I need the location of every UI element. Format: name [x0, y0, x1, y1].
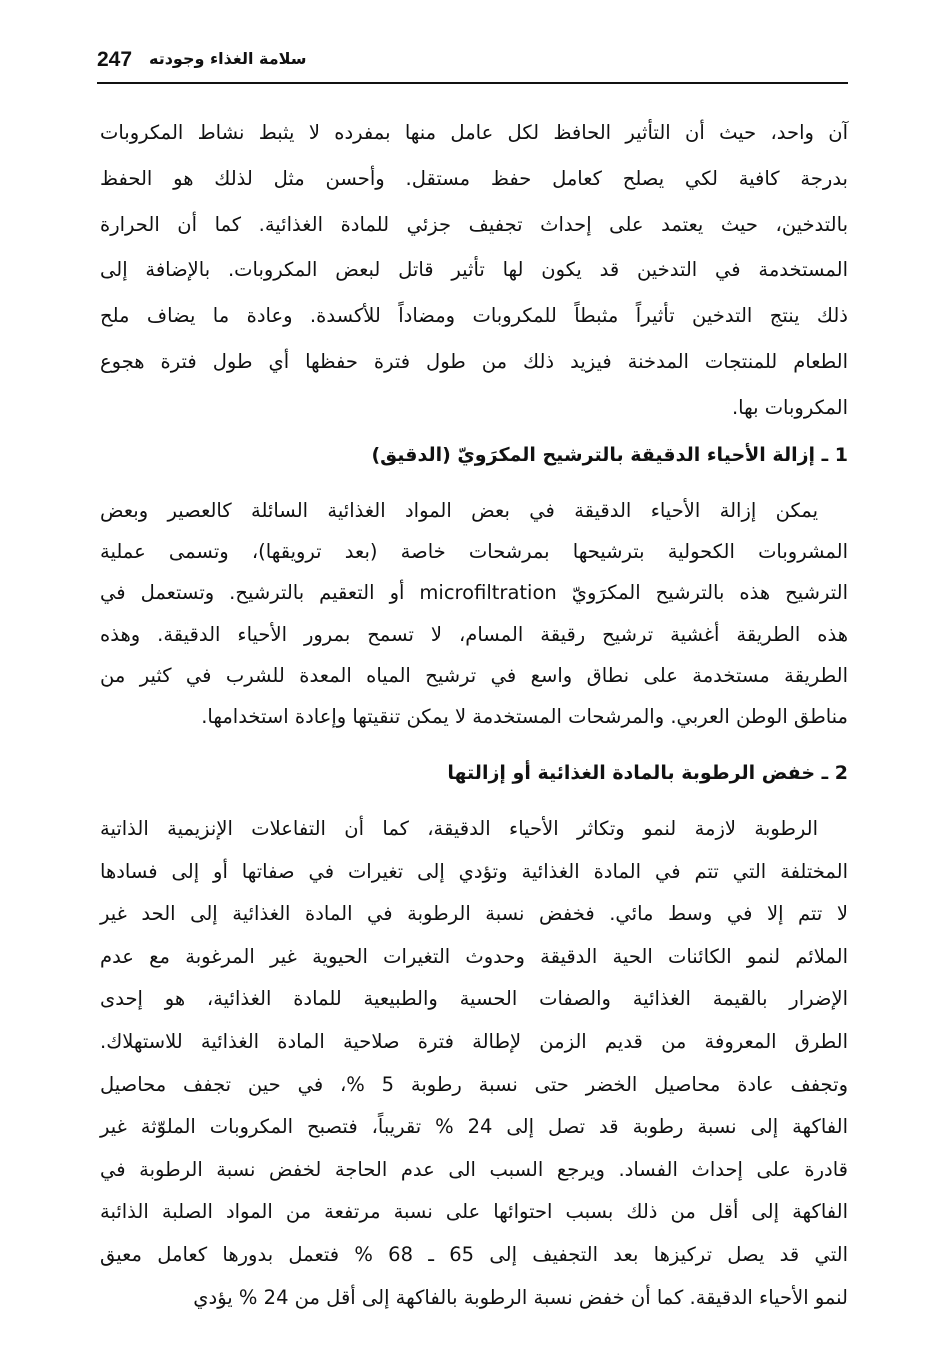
paragraph-line: المشروبات الكحولية بترشيحها بمرشحات خاصة (بعد ترويقها)، وتسمى عملية: [100, 540, 848, 564]
running-title: سلامة الغذاء وجودته: [149, 49, 307, 68]
paragraph-line: المكروبات بها.: [731, 395, 848, 419]
paragraph-line: هذه الطريقة أغشية ترشيح رقيقة المسام، لا تسمح بمرور الأحياء الدقيقة. وهذه: [100, 622, 848, 646]
paragraph-line: بالتدخين، حيث يعتمد على إحداث تجفيف جزئي للمادة الغذائية. كما أن الحرارة: [100, 212, 848, 236]
paragraph-line: يمكن إزالة الأحياء الدقيقة في بعض المواد الغذائية السائلة كالعصير وبعض: [100, 499, 818, 522]
paragraph-line: الفاكهة إلى نسبة رطوبة قد تصل إلى 24 % تقريباً، فتصبح المكروبات الملوّثة غير: [100, 1115, 848, 1139]
paragraph-line: الملائم لنمو الكائنات الحية الدقيقة وحدوث التغيرات الحيوية غير المرغوبة مع عدم: [100, 944, 848, 968]
paragraph-line: الطرق المعروفة من قديم الزمن لإطالة فترة صلاحية المادة الغذائية للاستهلاك.: [100, 1030, 848, 1053]
paragraph-line: الطريقة مستخدمة على نطاق واسع في ترشيح المياه المعدة للشرب في كثير من: [100, 663, 848, 687]
paragraph-line: آن واحد، حيث أن التأثير الحافظ لكل عامل منها بمفرده لا يثبط نشاط المكروبات: [100, 121, 848, 144]
paragraph-line: التي قد يصل تركيزها بعد التجفيف إلى 65 ـ 68 % فتعمل بدورها كعامل معيق: [100, 1243, 848, 1266]
paragraph-line: ذلك ينتج التدخين تأثيراً مثبطاً للمكروبات ومضاداً للأكسدة. وعادة ما يضاف ملح: [100, 304, 848, 328]
paragraph-line: مناطق الوطن العربي. والمرشحات المستخدمة لا يمكن تنقيتها وإعادة استخدامها.: [201, 705, 848, 728]
paragraph-line: الإضرار بالقيمة الغذائية والصفات الحسية والطبيعية للمادة الغذائية، هو إحدى: [100, 987, 848, 1011]
paragraph-line: قادرة على إحداث الفساد. ويرجع السبب الى عدم الحاجة لخفض نسبة الرطوبة في: [100, 1157, 848, 1181]
paragraph-line: الطعام للمنتجات المدخنة فيزيد ذلك من طول فترة حفظها أي طول فترة هجوع: [100, 350, 848, 373]
section-heading: 1 ـ إزالة الأحياء الدقيقة بالترشيح المكرَويّ (الدقيق): [371, 444, 848, 466]
paragraph-line: الفاكهة إلى أقل من ذلك بسبب احتوائها على نسبة مرتفعة من المواد الصلبة الذائبة: [100, 1200, 848, 1224]
page-number: 247: [97, 48, 133, 71]
paragraph-line: الترشيح هذه بالترشيح المكرَويّ microfiltration أو التعقيم بالترشيح. وتستعمل في: [100, 581, 848, 605]
section-heading: 2 ـ خفض الرطوبة بالمادة الغذائية أو إزالتها: [447, 762, 848, 784]
paragraph-line: لنمو الأحياء الدقيقة. كما أن خفض نسبة الرطوبة بالفاكهة إلى أقل من 24 % يؤدي: [193, 1285, 848, 1309]
paragraph-line: المختلفة التي تتم في المادة الغذائية وتؤدي إلى تغيرات في صفاتها أو إلى فسادها: [100, 859, 848, 883]
running-header: [97, 44, 848, 84]
paragraph-line: وتجفف عادة محاصيل الخضر حتى نسبة رطوبة 5 %، في حين تجفف محاصيل: [100, 1072, 848, 1096]
paragraph-line: بدرجة كافية لكي يصلح كعامل حفظ مستقل. وأحسن مثل لذلك هو الحفظ: [100, 166, 848, 190]
paragraph-line: الرطوبة لازمة لنمو وتكاثر الأحياء الدقيقة، كما أن التفاعلات الإنزيمية الذاتية: [100, 817, 818, 840]
paragraph-line: لا تتم إلا في وسط مائي. فخفض نسبة الرطوبة في المادة الغذائية إلى الحد غير: [100, 902, 848, 926]
paragraph-line: المستخدمة في التدخين قد يكون لها تأثير قاتل لبعض المكروبات. بالإضافة إلى: [100, 258, 848, 282]
